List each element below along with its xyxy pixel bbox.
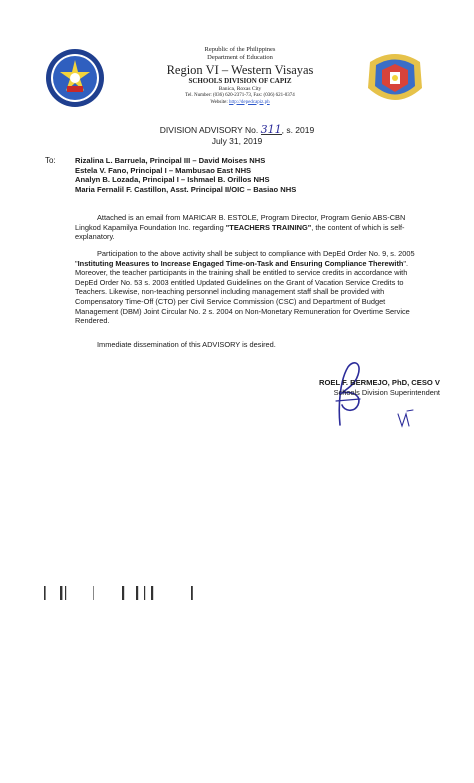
deped-seal-icon xyxy=(45,48,105,108)
letterhead xyxy=(110,46,370,106)
handwritten-initials-icon xyxy=(395,408,415,432)
advisory-date: July 31, 2019 xyxy=(211,136,263,146)
letterhead-region: Region VI – Western Visayas xyxy=(166,63,314,77)
advisory-number: 311 xyxy=(260,123,282,136)
letterhead-address: Banica, Roxas City xyxy=(218,86,262,92)
p1-text-c: , the content of which is self-explanatory. xyxy=(75,222,405,242)
p2-text-c: ". Moreover, the teacher participants in the training shall be entitled to service credits in accordance with DepEd Order No. 53 s. 2003 entitled Updated Guidelines on the Grant of Vacation Service Credits to Teachers. Likewise, non-teaching personnel including management staff shall be provided with Compensatory Time-Off (CTO) per Civil Service Commission (CSC) and Department of Budget Management (DBM) Joint Circular No. 2 s. 2004 on Non-Monetary Remuneration for Overtime Service Rendered. xyxy=(75,258,410,326)
p2-text-bold: Instituting Measures to Increase Engaged Time-on-Task and Ensuring Compliance Therewith xyxy=(77,258,404,268)
signatory-name: ROEL F. BERMEJO, PhD, CESO V xyxy=(319,378,440,387)
advisory-title-prefix: DIVISION ADVISORY No. xyxy=(159,125,259,135)
recipient-item: Maria Fernalil F. Castillon, Asst. Principal II/OIC – Basiao NHS xyxy=(75,184,297,194)
recipient-item: Analyn B. Lozada, Principal I – Ishmael B. Orillos NHS xyxy=(75,175,270,184)
recipient-item: Rizalina L. Barruela, Principal III – David Moises NHS xyxy=(75,156,266,165)
scan-marks-icon xyxy=(40,584,200,604)
p1-text-a: Attached is an email from MARICAR B. ESTOLE, Program Director, Program Genio ABS-CBN Lingkod Kapamilya Foundation Inc. regarding xyxy=(75,213,406,232)
letterhead-department: Department of Education xyxy=(207,54,273,61)
to-label: To: xyxy=(45,156,56,165)
letterhead-website-label: Website: xyxy=(210,99,228,105)
advisory-series: , s. 2019 xyxy=(281,125,315,135)
letterhead-website-link[interactable]: http://depedcapiz.ph xyxy=(228,99,270,105)
division-seal-icon xyxy=(362,48,428,108)
body-paragraph-1 xyxy=(75,213,430,242)
p3-text: Immediate dissemination of this ADVISORY is desired. xyxy=(97,340,276,349)
letterhead-website-row xyxy=(110,100,370,107)
body-paragraph-2 xyxy=(75,249,430,326)
p1-text-bold: "TEACHERS TRAINING" xyxy=(225,222,312,232)
body-paragraph-3 xyxy=(75,340,430,350)
p2-text-a: Participation to the above activity shall be subject to compliance with DepEd Order No. 9, s. 2005 " xyxy=(75,249,415,268)
letterhead-telephone: Tel. Number: (036) 620-2371-73, Fax: (036) 621-0374 xyxy=(185,93,295,98)
signatory-title: Schools Division Superintendent xyxy=(333,388,440,397)
recipient-item: Estela V. Fano, Principal I – Mambusao East NHS xyxy=(75,165,252,175)
advisory-title xyxy=(0,125,474,135)
letterhead-division: SCHOOLS DIVISION OF CAPIZ xyxy=(188,77,292,85)
letterhead-republic: Republic of the Philippines xyxy=(204,46,276,53)
recipient-list xyxy=(75,156,435,194)
